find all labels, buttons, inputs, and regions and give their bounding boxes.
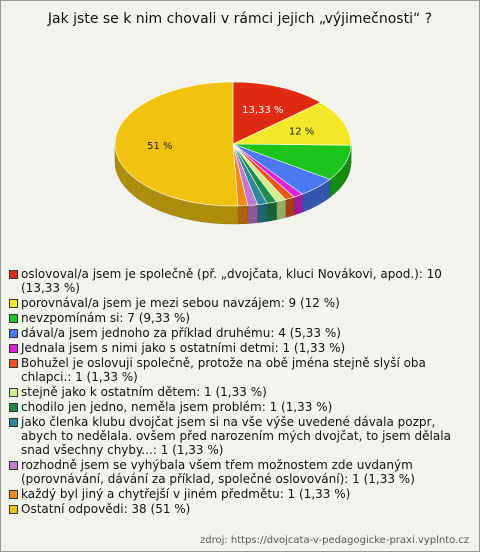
legend-label-7: chodilo jen jedno, neměla jsem problém: 1 (1,33 %) [21, 400, 333, 414]
pie-slice-label-1: 12 % [288, 126, 315, 138]
chart-title: Jak jste se k nim chovali v rámci jejich „výjimečnosti“ ? [47, 11, 433, 27]
pie-slice-side-5 [285, 197, 294, 218]
legend-item-4 [9, 341, 471, 355]
pie-slice-side-7 [267, 202, 276, 222]
pie-slice-side-9 [248, 205, 258, 224]
legend-label-9: rozhodně jsem se vyhýbala všem třem možnostem zde uvdaným (porovnávání, dávání za příklad, společné oslovování): 1 (1,33 %) [21, 458, 415, 486]
legend-item-8 [9, 415, 471, 457]
chart-legend [9, 267, 471, 517]
legend-swatch-1 [9, 299, 18, 308]
legend-item-6 [9, 385, 471, 399]
pie-slice-label-0: 13,33 % [242, 104, 284, 116]
legend-swatch-8 [9, 418, 18, 427]
source-note: zdroj: https://dvojcata-v-pedagogicke-praxi.vyplnto.cz [199, 535, 469, 546]
legend-swatch-5 [9, 359, 18, 368]
legend-item-9 [9, 458, 471, 486]
legend-item-1 [9, 296, 471, 310]
legend-label-3: dával/a jsem jednoho za příklad druhému: 4 (5,33 %) [21, 326, 341, 340]
legend-item-5 [9, 356, 471, 384]
legend-item-0 [9, 267, 471, 295]
legend-item-3 [9, 326, 471, 340]
legend-item-11 [9, 502, 471, 516]
legend-label-2: nevzpomínám si: 7 (9,33 %) [21, 311, 191, 325]
legend-label-4: Jednala jsem s nimi jako s ostatními detmi: 1 (1,33 %) [21, 341, 346, 355]
legend-swatch-9 [9, 461, 18, 470]
legend-label-11: Ostatní odpovědi: 38 (51 %) [21, 502, 191, 516]
legend-label-0: oslovoval/a jsem je společně (př. „dvojčata, kluci Novákovi, apod.): 10 (13,33 %) [21, 267, 442, 295]
legend-label-6: stejně jako k ostatním dětem: 1 (1,33 %) [21, 385, 267, 399]
legend-label-1: porovnával/a jsem je mezi sebou navzájem: 9 (12 %) [21, 296, 340, 310]
legend-item-7 [9, 400, 471, 414]
legend-item-2 [9, 311, 471, 325]
legend-swatch-3 [9, 329, 18, 338]
legend-label-10: každý byl jiný a chytřejší v jiném předmětu: 1 (1,33 %) [21, 487, 351, 501]
pie-slice-side-4 [294, 194, 302, 215]
legend-label-8: jako členka klubu dvojčat jsem si na vše výše uvedené dávala pozpr, abych to nedělala. ovšem před narozením mých dvojčat, to jsem dělala snad všechny chyby...: 1 (1,33 %) [21, 415, 451, 457]
pie-slice-side-10 [238, 206, 248, 224]
legend-swatch-4 [9, 344, 18, 353]
legend-item-10 [9, 487, 471, 501]
legend-swatch-2 [9, 314, 18, 323]
legend-swatch-11 [9, 505, 18, 514]
legend-swatch-7 [9, 403, 18, 412]
pie-slice-label-11: 51 % [147, 140, 173, 152]
legend-swatch-6 [9, 388, 18, 397]
legend-swatch-10 [9, 490, 18, 499]
legend-label-5: Bohužel je oslovuji společně, protože na obě jména stejně slyší oba chlapci.: 1 (1,33 %) [21, 356, 426, 384]
legend-swatch-0 [9, 270, 18, 279]
pie-chart [1, 1, 479, 261]
pie-slice-side-6 [276, 200, 285, 220]
pie-slice-side-8 [258, 203, 268, 222]
